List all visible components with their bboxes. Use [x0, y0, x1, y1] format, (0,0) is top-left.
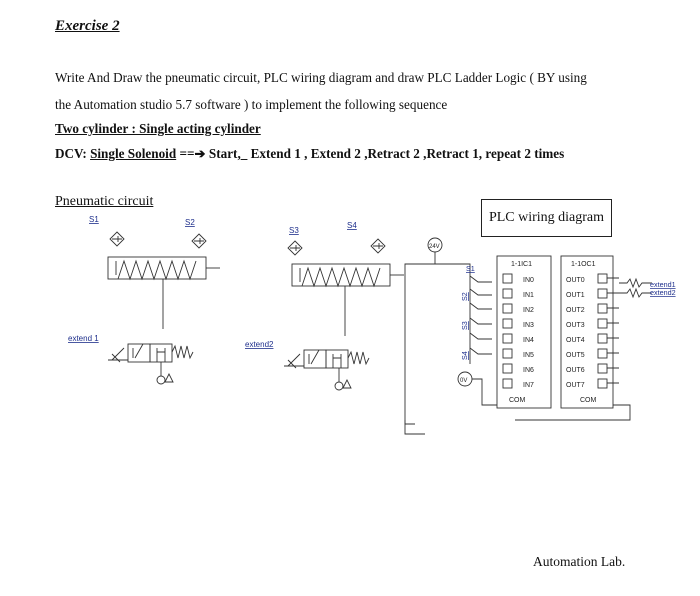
plc-wiring: [405, 238, 676, 434]
input-in6: IN6: [523, 367, 534, 374]
sensor-s1-symbol: [110, 232, 124, 246]
load-extend2: [619, 289, 652, 297]
cylinder-2: [245, 221, 404, 390]
footer-label: Automation Lab.: [533, 554, 626, 569]
pneumatic-heading: Pneumatic circuit: [55, 194, 154, 209]
output-out2: OUT2: [566, 307, 585, 314]
switch-label-s1: S1: [466, 264, 475, 273]
load-extend1: [619, 279, 652, 287]
output-out1: OUT1: [566, 292, 585, 299]
output-out5: OUT5: [566, 352, 585, 359]
dcv-label: DCV:: [55, 146, 87, 161]
switch-label-s4: S4: [460, 351, 469, 360]
intro-line-1: Write And Draw the pneumatic circuit, PLC wiring diagram and draw PLC Ladder Logic ( BY using: [55, 70, 587, 85]
valve-2-symbol: [284, 350, 369, 390]
sensor-label-s2: S2: [185, 218, 195, 227]
switch-label-s3: S3: [460, 321, 469, 330]
input-in5: IN5: [523, 352, 534, 359]
intro-line-2: the Automation studio 5.7 software ) to implement the following sequence: [55, 97, 448, 112]
sensor-label-s1: S1: [89, 215, 99, 224]
input-in7: IN7: [523, 382, 534, 389]
cylinder-2-spring: [302, 268, 380, 286]
cylinder-1-spring: [118, 261, 196, 279]
sensor-s3-symbol: [288, 241, 302, 255]
sensor-s2-symbol: [192, 234, 206, 248]
output-out0: OUT0: [566, 277, 585, 284]
input-com: COM: [509, 397, 526, 404]
input-in1: IN1: [523, 292, 534, 299]
load-label-extend1: extend1: [650, 280, 676, 289]
sensor-label-s4: S4: [347, 221, 357, 230]
output-out6: OUT6: [566, 367, 585, 374]
supply-24v-label: 24V: [429, 244, 440, 250]
plc-heading: PLC wiring diagram: [488, 210, 605, 225]
output-terminals: [566, 274, 607, 404]
input-in2: IN2: [523, 307, 534, 314]
cylinder-line: Two cylinder : Single acting cylinder: [55, 121, 261, 136]
load-label-extend2: extend2: [650, 288, 676, 297]
cylinder-1: [68, 215, 220, 384]
exercise-title: Exercise 2: [55, 18, 120, 34]
input-module-label: 1-1IC1: [511, 261, 533, 268]
zero-volt-label: 0V: [460, 378, 468, 384]
valve-label-extend2: extend2: [245, 340, 274, 349]
output-out4: OUT4: [566, 337, 585, 344]
output-out3: OUT3: [566, 322, 585, 329]
sensor-label-s3: S3: [289, 226, 299, 235]
valve-label-extend1: extend 1: [68, 334, 99, 343]
input-in3: IN3: [523, 322, 534, 329]
input-terminals: [503, 274, 534, 404]
output-module-label: 1-1OC1: [571, 261, 596, 268]
dcv-arrow: ==➔: [179, 146, 206, 161]
switch-label-s2: S2: [460, 292, 469, 301]
sequence-text: Start,_ Extend 1 , Extend 2 ,Retract 2 ,Retract 1, repeat 2 times: [208, 146, 565, 161]
valve-1-symbol: [108, 344, 193, 384]
sensor-s4-symbol: [371, 239, 385, 253]
output-com: COM: [580, 397, 597, 404]
input-in0: IN0: [523, 277, 534, 284]
dcv-value: Single Solenoid: [90, 146, 177, 161]
input-in4: IN4: [523, 337, 534, 344]
output-out7: OUT7: [566, 382, 585, 389]
